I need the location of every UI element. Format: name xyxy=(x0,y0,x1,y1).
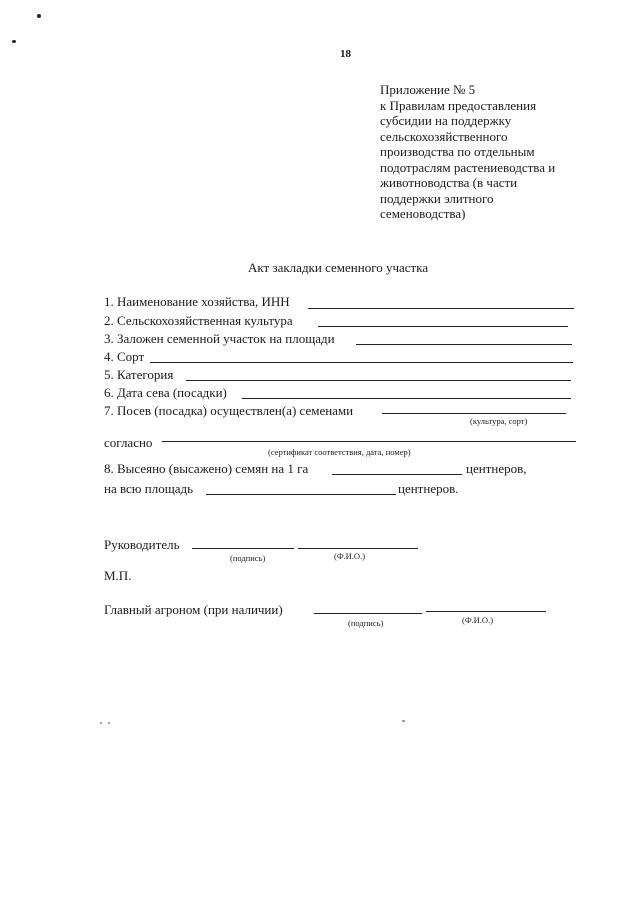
page-number: 18 xyxy=(340,48,351,60)
item-5-field-line[interactable] xyxy=(186,380,571,381)
certificate-hint: (сертификат соответствия, дата, номер) xyxy=(268,447,411,457)
item-7-label: 7. Посев (посадка) осуществлен(а) семенами xyxy=(104,403,354,418)
appendix-line: производства по отдельным xyxy=(380,144,535,159)
agronomist-signature-hint: (подпись) xyxy=(348,618,384,628)
item-4-field-line[interactable] xyxy=(150,362,573,363)
agronomist-fio-hint: (Ф.И.О.) xyxy=(462,615,494,625)
whole-area-field-line[interactable] xyxy=(206,494,396,495)
centners-dot: центнеров. xyxy=(398,481,459,496)
appendix-line: поддержки элитного xyxy=(380,190,494,206)
agronomist-fio-line[interactable] xyxy=(426,611,546,612)
item-6-label: 6. Дата сева (посадки) xyxy=(104,385,227,400)
centners-comma: центнеров, xyxy=(466,461,527,476)
scan-speck xyxy=(108,722,110,724)
item-6-field-line[interactable] xyxy=(242,398,571,399)
head-fio-line[interactable] xyxy=(298,548,418,549)
scan-speck xyxy=(402,720,405,722)
head-label: Руководитель xyxy=(104,537,180,552)
item-5-label: 5. Категория xyxy=(104,367,174,382)
scan-speck xyxy=(100,722,102,724)
according-label: согласно xyxy=(104,435,153,450)
item-2-field-line[interactable] xyxy=(318,326,568,327)
culture-sort-hint: (культура, сорт) xyxy=(470,416,528,426)
appendix-line: подотраслям растениеводства и xyxy=(380,159,556,175)
appendix-line: субсидии на поддержку xyxy=(380,113,512,128)
stamp-label: М.П. xyxy=(104,568,132,583)
certificate-field-line[interactable] xyxy=(162,441,576,442)
agronomist-label: Главный агроном (при наличии) xyxy=(104,602,283,617)
item-4-label: 4. Сорт xyxy=(104,349,145,364)
appendix-line: семеноводства) xyxy=(380,206,466,221)
item-1-field-line[interactable] xyxy=(308,308,574,309)
appendix-line: Приложение № 5 xyxy=(380,82,476,97)
appendix-line: к Правилам предоставления xyxy=(380,97,537,113)
scan-speck xyxy=(12,40,16,43)
appendix-line: сельскохозяйственного xyxy=(380,128,508,144)
item-3-label: 3. Заложен семенной участок на площади xyxy=(104,331,335,346)
scan-speck xyxy=(37,14,41,18)
item-1-label: 1. Наименование хозяйства, ИНН xyxy=(104,294,290,309)
appendix-line: животноводства (в части xyxy=(380,175,518,190)
agronomist-signature-line[interactable] xyxy=(314,613,422,614)
head-fio-hint: (Ф.И.О.) xyxy=(334,551,366,561)
item-8-label: 8. Высеяно (высажено) семян на 1 га xyxy=(104,461,309,476)
item-2-label: 2. Сельскохозяйственная культура xyxy=(104,313,293,328)
item-3-field-line[interactable] xyxy=(356,344,572,345)
appendix-block xyxy=(380,82,555,222)
document-title: Акт закладки семенного участка xyxy=(248,260,429,275)
head-signature-hint: (подпись) xyxy=(230,553,266,563)
whole-area-label: на всю площадь xyxy=(104,481,194,496)
item-7-field-line[interactable] xyxy=(382,413,566,414)
head-signature-line[interactable] xyxy=(192,548,294,549)
seeds-per-ha-field-line[interactable] xyxy=(332,474,462,475)
